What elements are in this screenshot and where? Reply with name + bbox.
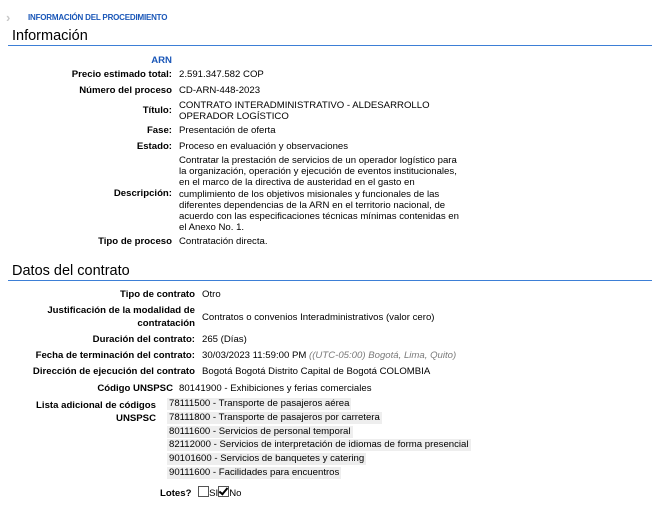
estado-value: Proceso en evaluación y observaciones [179, 141, 349, 152]
lotes-si-label: SI [209, 488, 219, 499]
precio-value: 2.591.347.582 COP [179, 69, 264, 80]
chevron-right-icon: › [6, 10, 11, 25]
duracion-value: 265 (Días) [202, 334, 247, 345]
unspsc-code-item: 78111500 - Transporte de pasajeros aérea [169, 398, 350, 409]
lotes-field [160, 486, 241, 499]
direccion-label: Dirección de ejecución del contrato [32, 366, 195, 377]
lista-codigos-label-line1: Lista adicional de códigos [36, 400, 156, 411]
lotes-si-checkbox[interactable] [198, 486, 209, 497]
unspsc-code-item: 82112000 - Servicios de interpretación de idiomas de forma presencial [169, 439, 469, 450]
direccion-value: Bogotá Bogotá Distrito Capital de Bogotá COLOMBIA [202, 366, 431, 377]
tipo-contrato-label: Tipo de contrato [120, 289, 195, 300]
descripcion-label: Descripción: [113, 188, 172, 199]
duracion-label: Duración del contrato: [92, 334, 195, 345]
lotes-label: Lotes? [160, 488, 192, 499]
section-divider [8, 280, 652, 281]
unspsc-code-item: 78111800 - Transporte de pasajeros por carretera [169, 412, 380, 423]
unspsc-code-item: 90101600 - Servicios de banquetes y catering [169, 453, 365, 464]
tipo-proceso-label: Tipo de proceso [98, 236, 172, 247]
descripcion-value: Contratar la prestación de servicios de un operador logístico para la organización, operación y ejecución de eventos institucionales, en el marco de la directiva de austeridad en el gasto en cumplimiento de los objetivos misionales y funcionales de las diferentes dependencias de la ARN en el territorio nacional, de acuerdo con las especificaciones técnicas mínimas contenidas en el Anexo No. 1. [179, 155, 459, 234]
titulo-value-line1: CONTRATO INTERADMINISTRATIVO - ALDESARROLLO [179, 100, 430, 111]
breadcrumb-label: INFORMACIÓN DEL PROCEDIMIENTO [28, 13, 168, 22]
numero-value: CD-ARN-448-2023 [179, 85, 261, 96]
fase-label: Fase: [146, 125, 172, 136]
fecha-label: Fecha de terminación del contrato: [35, 350, 195, 361]
tipo-proceso-value: Contratación directa. [179, 236, 268, 247]
entity-name: ARN [151, 55, 172, 66]
justificacion-value: Contratos o convenios Interadministrativos (valor cero) [202, 312, 435, 323]
timezone-note: ((UTC-05:00) Bogotá, Lima, Quito) [309, 350, 457, 361]
precio-label: Precio estimado total: [71, 69, 172, 80]
unspsc-code-item: 90111600 - Facilidades para encuentros [169, 467, 340, 478]
justificacion-label-line2: contratación [137, 318, 195, 329]
tipo-contrato-value: Otro [202, 289, 221, 300]
section-title-datos-contrato: Datos del contrato [12, 263, 130, 279]
lotes-no-checkbox[interactable] [218, 486, 229, 497]
justificacion-label-line1: Justificación de la modalidad de [47, 305, 195, 316]
fecha-value: 30/03/2023 11:59:00 PM [202, 350, 307, 361]
fase-value: Presentación de oferta [179, 125, 276, 136]
fecha-value-group [202, 350, 456, 361]
section-divider [8, 45, 652, 46]
lista-codigos-label-line2: UNSPSC [116, 413, 156, 424]
titulo-label: Título: [142, 105, 172, 116]
estado-label: Estado: [136, 141, 172, 152]
section-title-informacion: Información [12, 28, 88, 44]
unspsc-value: 80141900 - Exhibiciones y ferias comerciales [179, 383, 372, 394]
unspsc-code-item: 80111600 - Servicios de personal temporal [169, 426, 351, 437]
lotes-no-label: No [229, 488, 242, 499]
unspsc-label: Código UNSPSC [97, 383, 173, 394]
titulo-value-line2: OPERADOR LOGÍSTICO [179, 111, 289, 122]
numero-label: Número del proceso [79, 85, 172, 96]
